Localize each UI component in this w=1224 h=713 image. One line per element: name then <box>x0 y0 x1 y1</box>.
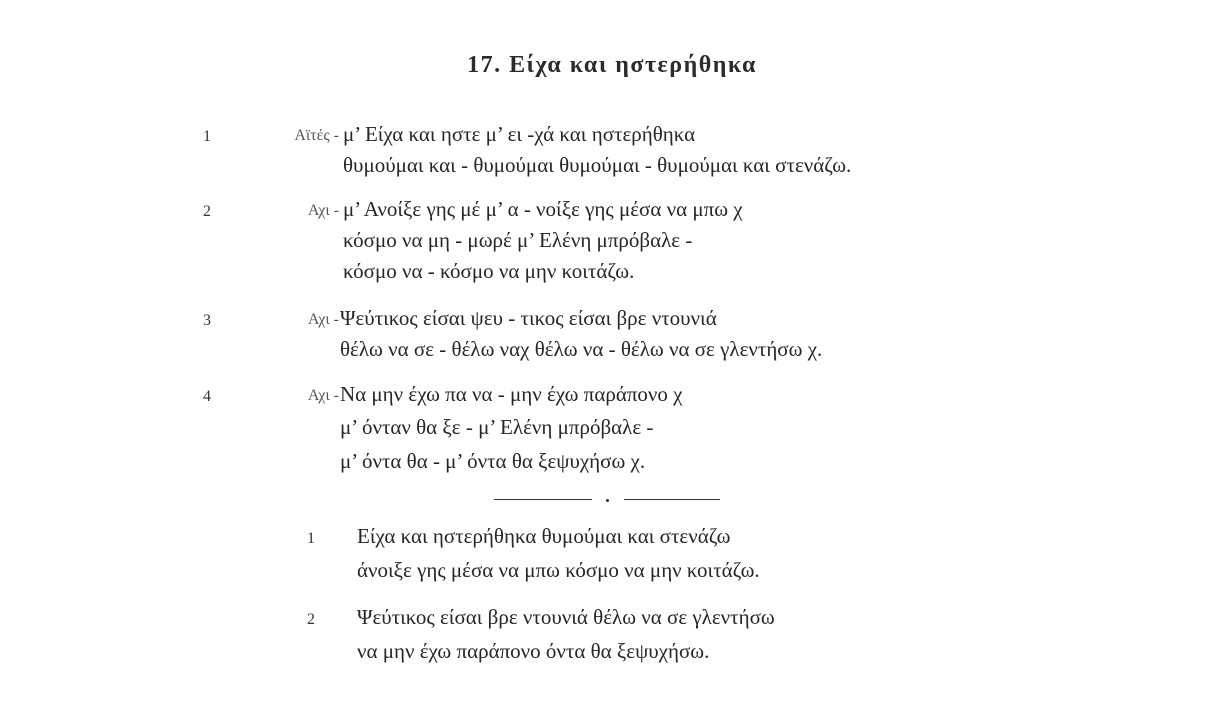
couplet-line: Είχα και ηστερήθηκα θυμούμαι και στενάζω <box>357 524 731 548</box>
stanza-cue: Αχι - <box>307 387 339 404</box>
stanza-cue: Αϊτές - <box>294 127 339 144</box>
couplet-number: 2 <box>307 611 315 628</box>
verse-line: μ’ Ανοίξε γης μέ μ’ α - νοίξε γης μέσα να μπω χ <box>343 197 743 221</box>
couplet-line: να μην έχω παράπονο όντα θα ξεψυχήσω. <box>357 639 710 663</box>
stanza-number: 4 <box>203 388 211 405</box>
stanza-number: 2 <box>203 203 211 220</box>
divider-rule <box>624 499 720 500</box>
section-divider <box>494 488 722 508</box>
stanza-cue: Αχι - <box>307 202 339 219</box>
verse-line: Ψεύτικος είσαι ψευ - τικος είσαι βρε ντουνιά <box>340 306 717 330</box>
stanza-cue: Αχι - <box>307 311 339 328</box>
divider-rule <box>494 499 592 500</box>
verse-line: μ’ όντα θα - μ’ όντα θα ξεψυχήσω χ. <box>340 449 646 473</box>
verse-line: θέλω να σε - θέλω ναχ θέλω να - θέλω να σε γλεντήσω χ. <box>340 337 823 361</box>
verse-line: μ’ Είχα και ηστε μ’ ει -χά και ηστερήθηκα <box>343 122 696 146</box>
couplet-line: Ψεύτικος είσαι βρε ντουνιά θέλω να σε γλεντήσω <box>357 605 775 629</box>
verse-line: κόσμο να - κόσμο να μην κοιτάζω. <box>343 259 635 283</box>
divider-dot <box>606 499 609 502</box>
verse-line: κόσμο να μη - μωρέ μ’ Ελένη μπρόβαλε - <box>343 228 693 252</box>
verse-line: Να μην έχω πα να - μην έχω παράπονο χ <box>340 382 683 406</box>
stanza-number: 3 <box>203 312 211 329</box>
couplet-number: 1 <box>307 530 315 547</box>
verse-line: μ’ όνταν θα ξε - μ’ Ελένη μπρόβαλε - <box>340 415 654 439</box>
stanza-number: 1 <box>203 128 211 145</box>
verse-line: θυμούμαι και - θυμούμαι θυμούμαι - θυμούμαι και στενάζω. <box>343 153 852 177</box>
page-title: 17. Είχα και ηστερήθηκα <box>467 52 757 78</box>
couplet-line: άνοιξε γης μέσα να μπω κόσμο να μην κοιτάζω. <box>357 558 760 582</box>
